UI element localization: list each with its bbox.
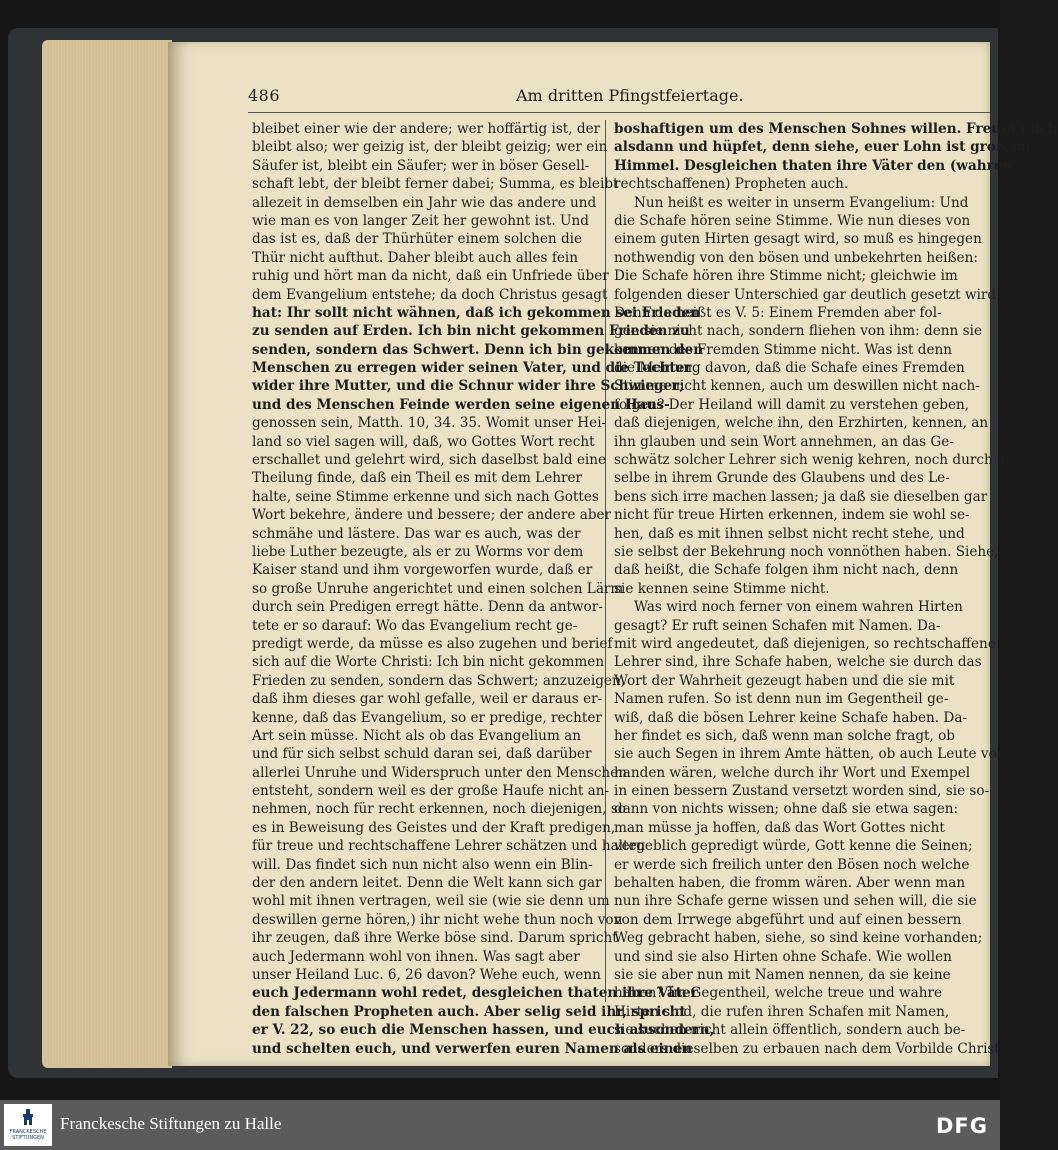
right-column-text-line: handen wären, welche durch ihr Wort und Exempel bbox=[614, 764, 971, 781]
right-column-text-line: folgen? Der Heiland will damit zu verstehen geben, bbox=[614, 396, 970, 413]
left-column-text-line: kenne, daß das Evangelium, so er predige, rechter bbox=[252, 709, 602, 726]
right-column-text-line: Nun heißt es weiter in unserm Evangelium: Und bbox=[634, 194, 969, 211]
left-column-text-line: entsteht, sondern weil es der große Haufe nicht an- bbox=[252, 783, 610, 800]
left-column-text-line: Thür nicht aufthut. Daher bleibt auch alles fein bbox=[252, 249, 579, 266]
right-column-text-line: Hirten sind, die rufen ihren Schafen mit Namen, bbox=[614, 1003, 950, 1020]
left-column-text-line: der den andern leitet. Denn die Welt kann sich gar bbox=[252, 875, 602, 892]
right-column-text-line: daß diejenigen, welche ihn, den Erzhirten, kennen, an bbox=[614, 415, 989, 432]
left-column-text-line: senden, sondern das Schwert. Denn ich bin gekommen den bbox=[252, 341, 704, 358]
right-column-text-line: sie kennen seine Stimme nicht. bbox=[614, 580, 830, 597]
right-column-text-line: Namen rufen. So ist denn nun im Gegentheil ge- bbox=[614, 691, 949, 708]
right-column-text-line: ihn glauben und sein Wort annehmen, an das Ge- bbox=[614, 433, 954, 450]
right-column-text-line: bens sich irre machen lassen; ja daß sie dieselben gar bbox=[614, 488, 988, 505]
right-column-text-line: alsdann und hüpfet, denn siehe, euer Lohn ist groß im bbox=[614, 139, 1031, 156]
left-column-text-line: daß ihm dieses gar wohl gefalle, weil er daraus er- bbox=[252, 691, 603, 708]
francke-logo[interactable] bbox=[4, 1104, 52, 1146]
right-column-text-line: sonders dieselben zu erbauen nach dem Vorbilde Christi bbox=[614, 1040, 1005, 1057]
left-column-text-line: und des Menschen Feinde werden seine eigenen Haus- bbox=[252, 396, 670, 413]
left-column-text-line: wider ihre Mutter, und die Schnur wider ihre Schwieger; bbox=[252, 378, 685, 395]
left-column-text-line: bleibt also; wer geizig ist, der bleibt geizig; wer ein bbox=[252, 139, 608, 156]
right-column-text-line: Stimme nicht kennen, auch um deswillen nicht nach- bbox=[614, 378, 980, 395]
left-column-text-line: deswillen gerne hören,) ihr nicht wehe thun noch von bbox=[252, 911, 623, 928]
left-column-text-line: Frieden zu senden, sondern das Schwert; anzuzeigen, bbox=[252, 672, 626, 689]
left-column-text-line: halte, seine Stimme erkenne und sich nach Gottes bbox=[252, 488, 599, 505]
left-column-text-line: allerlei Unruhe und Widerspruch unter den Menschen bbox=[252, 764, 627, 781]
right-column-text-line: Die Schafe hören ihre Stimme nicht; gleichwie im bbox=[614, 268, 958, 285]
left-column-text-line: land so viel sagen will, daß, wo Gottes Wort recht bbox=[252, 433, 595, 450]
right-column-text-line: von dem Irrwege abgeführt und auf einen bessern bbox=[614, 911, 962, 928]
left-column-text-line: Menschen zu erregen wider seinen Vater, und die Tochter bbox=[252, 360, 692, 377]
left-column-text-line: er V. 22, so euch die Menschen hassen, und euch absondern, bbox=[252, 1022, 715, 1039]
left-column-text-line: wie man es von langer Zeit her gewohnt ist. Und bbox=[252, 212, 589, 229]
header-rule bbox=[248, 112, 990, 113]
right-column-text-line: gen sie nicht nach, sondern fliehen von ihm: denn sie bbox=[614, 323, 982, 340]
left-column-text-line: dem Evangelium entstehe; da doch Christus gesagt bbox=[252, 286, 608, 303]
left-column-text-line: sich auf die Worte Christi: Ich bin nicht gekommen bbox=[252, 654, 605, 671]
right-column-text-line: haben? Im Gegentheil, welche treue und wahre bbox=[614, 985, 943, 1002]
column-divider bbox=[605, 120, 606, 1002]
right-column-text-line: schwätz solcher Lehrer sich wenig kehren, noch durch das- bbox=[614, 452, 1026, 469]
left-column-text-line: ruhig und hört man da nicht, daß ein Unfriede über bbox=[252, 268, 609, 285]
left-column-text-line: erschallet und gelehrt wird, sich daselbst bald eine bbox=[252, 452, 607, 469]
right-column-text-line: nun ihre Schafe gerne wissen und sehen will, die sie bbox=[614, 893, 977, 910]
left-column-text-line: genossen sein, Matth. 10, 34. 35. Womit unser Hei- bbox=[252, 415, 607, 432]
left-column-text-line: Art sein müsse. Nicht als ob das Evangelium an bbox=[252, 727, 582, 744]
logo-caption-line2: STIFTUNGEN bbox=[12, 1135, 44, 1141]
page-header bbox=[248, 86, 990, 112]
left-column-text-line: hat: Ihr sollt nicht wähnen, daß ich gekommen sei Frieden bbox=[252, 304, 701, 321]
right-column-text-line: in einen bessern Zustand versetzt worden sind, sie so- bbox=[614, 783, 990, 800]
left-column-text-line: Kaiser stand und ihm vorgeworfen wurde, daß er bbox=[252, 562, 593, 579]
right-column-text-line: wiß, daß die bösen Lehrer keine Schafe haben. Da- bbox=[614, 709, 968, 726]
right-column-text-line: Was wird noch ferner von einem wahren Hirten bbox=[634, 599, 963, 616]
right-column-text-line: mit wird angedeutet, daß diejenigen, so rechtschaffene bbox=[614, 635, 996, 652]
right-column-text-line: nothwendig von den bösen und unbekehrten heißen: bbox=[614, 249, 978, 266]
right-column-text-line: boshaftigen um des Menschen Sohnes willen. Freuet euch bbox=[614, 121, 1058, 137]
left-column-text-line: durch sein Predigen erregt hätte. Denn da antwor- bbox=[252, 599, 603, 616]
page-edges bbox=[42, 40, 172, 1068]
right-column-text-line: dann von nichts wissen; ohne daß sie etwa sagen: bbox=[614, 801, 959, 818]
left-column-text-line: tete er so darauf: Wo das Evangelium recht ge- bbox=[252, 617, 578, 634]
right-column-text-line: kennen des Fremden Stimme nicht. Was ist denn bbox=[614, 341, 953, 358]
right-column-text-line: selbe in ihrem Grunde des Glaubens und des Le- bbox=[614, 470, 950, 487]
left-column-text-line: den falschen Propheten auch. Aber selig seid ihr, spricht bbox=[252, 1003, 686, 1020]
dfg-logo-icon[interactable]: DFG bbox=[936, 1114, 989, 1138]
left-column-text-line: Wort bekehre, ändere und bessere; der andere aber bbox=[252, 507, 612, 524]
left-column-text-line: liebe Luther bezeugte, als er zu Worms vor dem bbox=[252, 543, 584, 560]
viewer-footer bbox=[0, 1100, 1000, 1150]
left-column-text-line: Theilung finde, daß ein Theil es mit dem Lehrer bbox=[252, 470, 583, 487]
institution-title[interactable]: Franckesche Stiftungen zu Halle bbox=[60, 1114, 282, 1133]
left-column-text-line: will. Das findet sich nun nicht also wenn ein Blin- bbox=[252, 856, 593, 873]
right-column-text-line: vergeblich gepredigt würde, Gott kenne die Seinen; bbox=[614, 838, 973, 855]
left-column-text-line: bleibet einer wie der andere; wer hoffärtig ist, der bbox=[252, 121, 601, 137]
page-number: 486 bbox=[248, 86, 281, 105]
right-column-text-line: Wort der Wahrheit gezeugt haben und die sie mit bbox=[614, 672, 955, 689]
right-column-text-line: sie sie aber nun mit Namen nennen, da sie keine bbox=[614, 966, 951, 983]
right-column-text-line: sie suchen nicht allein öffentlich, sondern auch be- bbox=[614, 1022, 966, 1039]
left-column-text-line: Säufer ist, bleibt ein Säufer; wer in böser Gesell- bbox=[252, 157, 590, 174]
left-column-text-line: das ist es, daß der Thürhüter einem solchen die bbox=[252, 231, 583, 248]
left-column-text-line: schaft lebt, der bleibt ferner dabei; Summa, es bleibt bbox=[252, 176, 619, 193]
left-column-text-line: euch Jedermann wohl redet, desgleichen thaten ihre Väter bbox=[252, 985, 698, 1002]
left-column-text-line: schmähe und lästere. Das war es auch, was der bbox=[252, 525, 581, 542]
left-column-text-line: unser Heiland Luc. 6, 26 davon? Wehe euch, wenn bbox=[252, 966, 601, 983]
left-column-text-line: es in Beweisung des Geistes und der Kraft predigen, bbox=[252, 819, 616, 836]
right-column-text-line: her findet es sich, daß wenn man solche fragt, ob bbox=[614, 727, 956, 744]
right-column-text-line: Denn da heißt es V. 5: Einem Fremden aber fol- bbox=[614, 304, 942, 321]
left-column-text-line: ihr zeugen, daß ihre Werke böse sind. Darum spricht bbox=[252, 930, 618, 947]
right-column-text-line: rechtschaffenen) Propheten auch. bbox=[614, 176, 849, 193]
left-column-text-line: und schelten euch, und verwerfen euren Namen als einen bbox=[252, 1040, 693, 1057]
right-column-text-line: daß heißt, die Schafe folgen ihm nicht nach, denn bbox=[614, 562, 959, 579]
right-column-text-line: gesagt? Er ruft seinen Schafen mit Namen. Da- bbox=[614, 617, 941, 634]
right-column-text-line: er werde sich freilich unter den Bösen noch welche bbox=[614, 856, 970, 873]
left-column-text-line: zu senden auf Erden. Ich bin nicht gekommen Frieden zu bbox=[252, 323, 690, 340]
left-column-text-line: so große Unruhe angerichtet und einen solchen Lärm bbox=[252, 580, 624, 597]
left-column-text-line: allezeit in demselben ein Jahr wie das andere und bbox=[252, 194, 597, 211]
left-column bbox=[252, 120, 715, 1057]
left-column-text-line: wohl mit ihnen vertragen, weil sie (wie sie denn um bbox=[252, 893, 610, 910]
right-column-text-line: sie selbst der Bekehrung noch vonnöthen haben. Siehe, bbox=[614, 543, 999, 560]
right-column-text-line: die Meinung davon, daß die Schafe eines Fremden bbox=[614, 360, 965, 377]
right-column-text-line: nicht für treue Hirten erkennen, indem sie wohl se- bbox=[614, 507, 970, 524]
left-column-text-line: für treue und rechtschaffene Lehrer schätzen und halten bbox=[252, 838, 646, 855]
right-column-text-line: man müsse ja hoffen, daß das Wort Gottes nicht bbox=[614, 819, 945, 836]
left-column-text-line: auch Jedermann wohl von ihnen. Was sagt aber bbox=[252, 948, 580, 965]
right-column-text-line: hen, daß es mit ihnen selbst nicht recht stehe, und bbox=[614, 525, 965, 542]
right-column bbox=[614, 120, 1058, 1057]
left-column-text-line: und für sich selbst schuld daran sei, daß darüber bbox=[252, 746, 592, 763]
right-column-text-line: Weg gebracht haben, siehe, so sind keine vorhanden; bbox=[614, 930, 983, 947]
right-column-text-line: einem guten Hirten gesagt wird, so muß es hingegen bbox=[614, 231, 982, 248]
right-column-text-line: Himmel. Desgleichen thaten ihre Väter den (wahren, bbox=[614, 157, 1018, 174]
logo-caption bbox=[4, 1129, 52, 1141]
right-column-text-line: folgenden dieser Unterschied gar deutlich gesetzt wird. bbox=[614, 286, 1001, 303]
right-column-text-line: sie auch Segen in ihrem Amte hätten, ob auch Leute vor- bbox=[614, 746, 1008, 763]
right-column-text-line: Lehrer sind, ihre Schafe haben, welche sie durch das bbox=[614, 654, 982, 671]
left-column-text-line: nehmen, noch für recht erkennen, noch diejenigen, so bbox=[252, 801, 626, 818]
right-column-text-line: behalten haben, die fromm wären. Aber wenn man bbox=[614, 875, 966, 892]
right-column-text-line: und sind sie also Hirten ohne Schafe. Wie wollen bbox=[614, 948, 952, 965]
running-title: Am dritten Pfingstfeiertage. bbox=[516, 86, 744, 105]
left-column-text-line: predigt werde, da müsse es also zugehen und berief bbox=[252, 635, 613, 652]
francke-logo-icon bbox=[22, 1109, 34, 1125]
right-column-text-line: die Schafe hören seine Stimme. Wie nun dieses von bbox=[614, 212, 971, 229]
logo-caption-line1: FRANCKESCHE bbox=[9, 1129, 47, 1135]
